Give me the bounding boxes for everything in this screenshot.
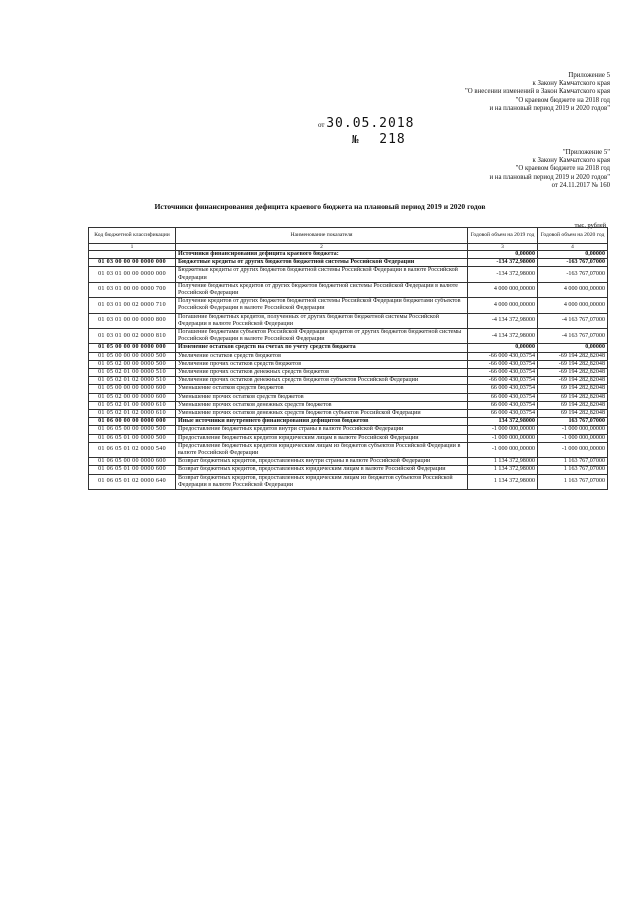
row-value-2020: 4 000 000,00000 xyxy=(538,282,608,297)
row-value-2020: 1 163 767,07000 xyxy=(538,458,608,466)
header-line: "О внесении изменений в Закон Камчатского края xyxy=(465,88,610,96)
row-value-2019: -134 372,98000 xyxy=(468,259,538,267)
header-line: "О краевом бюджете на 2018 год xyxy=(515,165,610,173)
table-row xyxy=(89,458,608,466)
table-row xyxy=(89,434,608,442)
row-value-2020: -69 194 282,82048 xyxy=(538,377,608,385)
row-name: Возврат бюджетных кредитов, предоставленных юридическим лицам из бюджетов субъектов Российской Федерации в валюте Российской Федерации xyxy=(176,474,468,489)
column-number: 3 xyxy=(468,244,538,251)
row-value-2019: -66 000 430,03754 xyxy=(468,377,538,385)
table-row xyxy=(89,259,608,267)
table-row xyxy=(89,369,608,377)
row-name: Погашение бюджетных кредитов, полученных от других бюджетов бюджетной системы Российской Федерации в валюте Российской Федерации xyxy=(176,313,468,328)
row-name: Получение бюджетных кредитов от других бюджетов бюджетной системы Российской Федерации в валюте Российской Федерации xyxy=(176,282,468,297)
header-line: Приложение 5 xyxy=(568,72,610,79)
row-value-2020: -1 000 000,00000 xyxy=(538,434,608,442)
row-value-2019: 4 000 000,00000 xyxy=(468,282,538,297)
date-prefix: от xyxy=(318,121,325,129)
row-value-2019: 66 000 430,03754 xyxy=(468,393,538,401)
row-value-2019: -1 000 000,00000 xyxy=(468,442,538,457)
row-value-2019: 1 134 372,98000 xyxy=(468,474,538,489)
row-value-2020: -69 194 282,82048 xyxy=(538,352,608,360)
row-name: Возврат бюджетных кредитов, предоставленных юридическим лицам в валюте Российской Федерации xyxy=(176,466,468,474)
row-code: 01 05 02 01 00 0000 610 xyxy=(89,401,176,409)
row-value-2020: 163 767,07000 xyxy=(538,418,608,426)
table-row xyxy=(89,360,608,368)
row-code: 01 05 02 01 02 0000 510 xyxy=(89,377,176,385)
row-name: Бюджетные кредиты от других бюджетов бюджетной системы Российской Федерации в валюте Российской Федерации xyxy=(176,267,468,282)
row-name: Увеличение прочих остатков денежных средств бюджетов субъектов Российской Федерации xyxy=(176,377,468,385)
row-value-2020: 69 194 282,82048 xyxy=(538,385,608,393)
row-value-2019: 66 000 430,03754 xyxy=(468,410,538,418)
row-value-2019: 4 000 000,00000 xyxy=(468,298,538,313)
row-code: 01 06 05 00 00 0000 600 xyxy=(89,458,176,466)
table-row xyxy=(89,418,608,426)
table-row xyxy=(89,466,608,474)
row-code: 01 05 00 00 00 0000 600 xyxy=(89,385,176,393)
table-header-row xyxy=(89,228,608,244)
row-code: 01 03 01 00 00 0000 000 xyxy=(89,267,176,282)
row-value-2019: -4 134 372,98000 xyxy=(468,313,538,328)
row-code: 01 05 00 00 00 0000 500 xyxy=(89,352,176,360)
row-value-2020: -69 194 282,82048 xyxy=(538,369,608,377)
row-code: 01 06 05 01 02 0000 540 xyxy=(89,442,176,457)
row-code: 01 05 02 00 00 0000 500 xyxy=(89,360,176,368)
table-row xyxy=(89,401,608,409)
row-value-2019: -1 000 000,00000 xyxy=(468,434,538,442)
row-value-2020: -163 767,07000 xyxy=(538,267,608,282)
row-name: Уменьшение прочих остатков денежных средств бюджетов xyxy=(176,401,468,409)
row-name: Иные источники внутреннего финансирования дефицитов бюджетов xyxy=(176,418,468,426)
law-date: 30.05.2018 xyxy=(326,116,415,131)
header-line: "О краевом бюджете на 2018 год xyxy=(515,96,610,104)
column-header-2020: Годовой объем на 2020 год xyxy=(538,228,608,244)
table-row xyxy=(89,251,608,259)
row-name: Увеличение прочих остатков денежных средств бюджетов xyxy=(176,369,468,377)
row-name: Возврат бюджетных кредитов, предоставленных внутри страны в валюте Российской Федерации xyxy=(176,458,468,466)
column-number: 2 xyxy=(176,244,468,251)
column-number: 1 xyxy=(89,244,176,251)
table-row xyxy=(89,298,608,313)
table-row xyxy=(89,352,608,360)
row-value-2020: 69 194 282,82048 xyxy=(538,410,608,418)
table-row xyxy=(89,377,608,385)
table-body xyxy=(89,251,608,490)
row-value-2020: 0,00000 xyxy=(538,251,608,259)
header-line: к Закону Камчатского края xyxy=(532,80,610,88)
row-code: 01 06 05 01 02 0000 640 xyxy=(89,474,176,489)
row-code: 01 05 02 01 02 0000 610 xyxy=(89,410,176,418)
table-row xyxy=(89,410,608,418)
row-value-2020: 0,00000 xyxy=(538,344,608,352)
row-value-2019: -66 000 430,03754 xyxy=(468,352,538,360)
column-header-2019: Годовой объем на 2019 год xyxy=(468,228,538,244)
row-name: Увеличение прочих остатков средств бюджетов xyxy=(176,360,468,368)
row-value-2020: 69 194 282,82048 xyxy=(538,393,608,401)
row-code: 01 06 05 01 00 0000 500 xyxy=(89,434,176,442)
table-row xyxy=(89,329,608,344)
header-line: к Закону Камчатского края xyxy=(532,157,610,165)
header-line: от 24.11.2017 № 160 xyxy=(551,181,610,189)
header-line: и на плановый период 2019 и 2020 годов" xyxy=(489,104,610,112)
row-value-2019: 134 372,98000 xyxy=(468,418,538,426)
appendix-header xyxy=(350,72,610,113)
row-value-2019: 66 000 430,03754 xyxy=(468,401,538,409)
header-line: "Приложение 5" xyxy=(562,149,610,156)
row-name: Предоставление бюджетных кредитов юридическим лицам в валюте Российской Федерации xyxy=(176,434,468,442)
table-row xyxy=(89,385,608,393)
row-code: 01 03 01 00 02 0000 710 xyxy=(89,298,176,313)
column-header-name: Наименование показателя xyxy=(176,228,468,244)
row-name: Увеличение остатков средств бюджетов xyxy=(176,352,468,360)
row-code: 01 06 05 00 00 0000 500 xyxy=(89,426,176,434)
table-row xyxy=(89,442,608,457)
financing-sources-table xyxy=(88,227,608,490)
row-name: Изменение остатков средств на счетах по учету средств бюджета xyxy=(176,344,468,352)
row-name: Получение кредитов от других бюджетов бюджетной системы Российской Федерации бюджетами субъектов Российской Федерации в валюте Российской Федерации xyxy=(176,298,468,313)
row-name: Погашение бюджетами субъектов Российской Федерации кредитов от других бюджетов бюджетной системы Российской Федерации в валюте Российской Федерации xyxy=(176,329,468,344)
row-value-2019: -66 000 430,03754 xyxy=(468,369,538,377)
row-value-2019: -4 134 372,98000 xyxy=(468,329,538,344)
row-name: Уменьшение прочих остатков средств бюджетов xyxy=(176,393,468,401)
row-name: Уменьшение прочих остатков денежных средств бюджетов субъектов Российской Федерации xyxy=(176,410,468,418)
row-code: 01 06 05 01 00 0000 600 xyxy=(89,466,176,474)
row-value-2019: 0,00000 xyxy=(468,251,538,259)
row-value-2019: 1 134 372,98000 xyxy=(468,458,538,466)
row-code: 01 03 00 00 00 0000 000 xyxy=(89,259,176,267)
table-row xyxy=(89,282,608,297)
row-value-2020: -1 000 000,00000 xyxy=(538,442,608,457)
row-value-2019: 66 000 430,03754 xyxy=(468,385,538,393)
table-row xyxy=(89,426,608,434)
row-value-2019: 0,00000 xyxy=(468,344,538,352)
units-label: тыс. рублей xyxy=(574,222,606,229)
column-header-code: Код бюджетной классификации xyxy=(89,228,176,244)
row-value-2020: 1 163 767,07000 xyxy=(538,474,608,489)
header-line: и на плановый период 2019 и 2020 годов" xyxy=(489,173,610,181)
row-name: Предоставление бюджетных кредитов юридическим лицам из бюджетов субъектов Российской Федерации в валюте Российской Федерации xyxy=(176,442,468,457)
row-value-2020: 69 194 282,82048 xyxy=(538,401,608,409)
row-name: Бюджетные кредиты от других бюджетов бюджетной системы Российской Федерации xyxy=(176,259,468,267)
row-value-2020: 4 000 000,00000 xyxy=(538,298,608,313)
law-number-line xyxy=(352,132,406,147)
column-number-row xyxy=(89,244,608,251)
column-number: 4 xyxy=(538,244,608,251)
table-row xyxy=(89,344,608,352)
row-code: 01 05 02 00 00 0000 600 xyxy=(89,393,176,401)
row-code xyxy=(89,251,176,259)
law-date-line xyxy=(318,116,618,131)
row-name: Предоставление бюджетных кредитов внутри страны в валюте Российской Федерации xyxy=(176,426,468,434)
row-code: 01 05 00 00 00 0000 000 xyxy=(89,344,176,352)
table-row xyxy=(89,313,608,328)
number-prefix: № xyxy=(352,133,359,146)
law-number: 218 xyxy=(379,132,406,147)
row-value-2020: -4 163 767,07000 xyxy=(538,313,608,328)
row-value-2020: -4 163 767,07000 xyxy=(538,329,608,344)
row-value-2020: -69 194 282,82048 xyxy=(538,360,608,368)
row-code: 01 05 02 01 00 0000 510 xyxy=(89,369,176,377)
row-value-2020: -163 767,07000 xyxy=(538,259,608,267)
row-code: 01 03 01 00 00 0000 800 xyxy=(89,313,176,328)
row-value-2019: 1 134 372,98000 xyxy=(468,466,538,474)
row-name: Уменьшение остатков средств бюджетов xyxy=(176,385,468,393)
table-row xyxy=(89,267,608,282)
row-code: 01 03 01 00 02 0000 810 xyxy=(89,329,176,344)
row-value-2020: -1 000 000,00000 xyxy=(538,426,608,434)
row-value-2020: 1 163 767,07000 xyxy=(538,466,608,474)
document-title: Источники финансирования дефицита краевого бюджета на плановый период 2019 и 2020 годов xyxy=(154,202,486,211)
original-appendix-header xyxy=(350,149,610,190)
row-name: Источники финансирования дефицита краевого бюджета: xyxy=(176,251,468,259)
row-code: 01 06 00 00 00 0000 000 xyxy=(89,418,176,426)
table-row xyxy=(89,393,608,401)
table-row xyxy=(89,474,608,489)
row-value-2019: -1 000 000,00000 xyxy=(468,426,538,434)
row-value-2019: -134 372,98000 xyxy=(468,267,538,282)
row-value-2019: -66 000 430,03754 xyxy=(468,360,538,368)
row-code: 01 03 01 00 00 0000 700 xyxy=(89,282,176,297)
